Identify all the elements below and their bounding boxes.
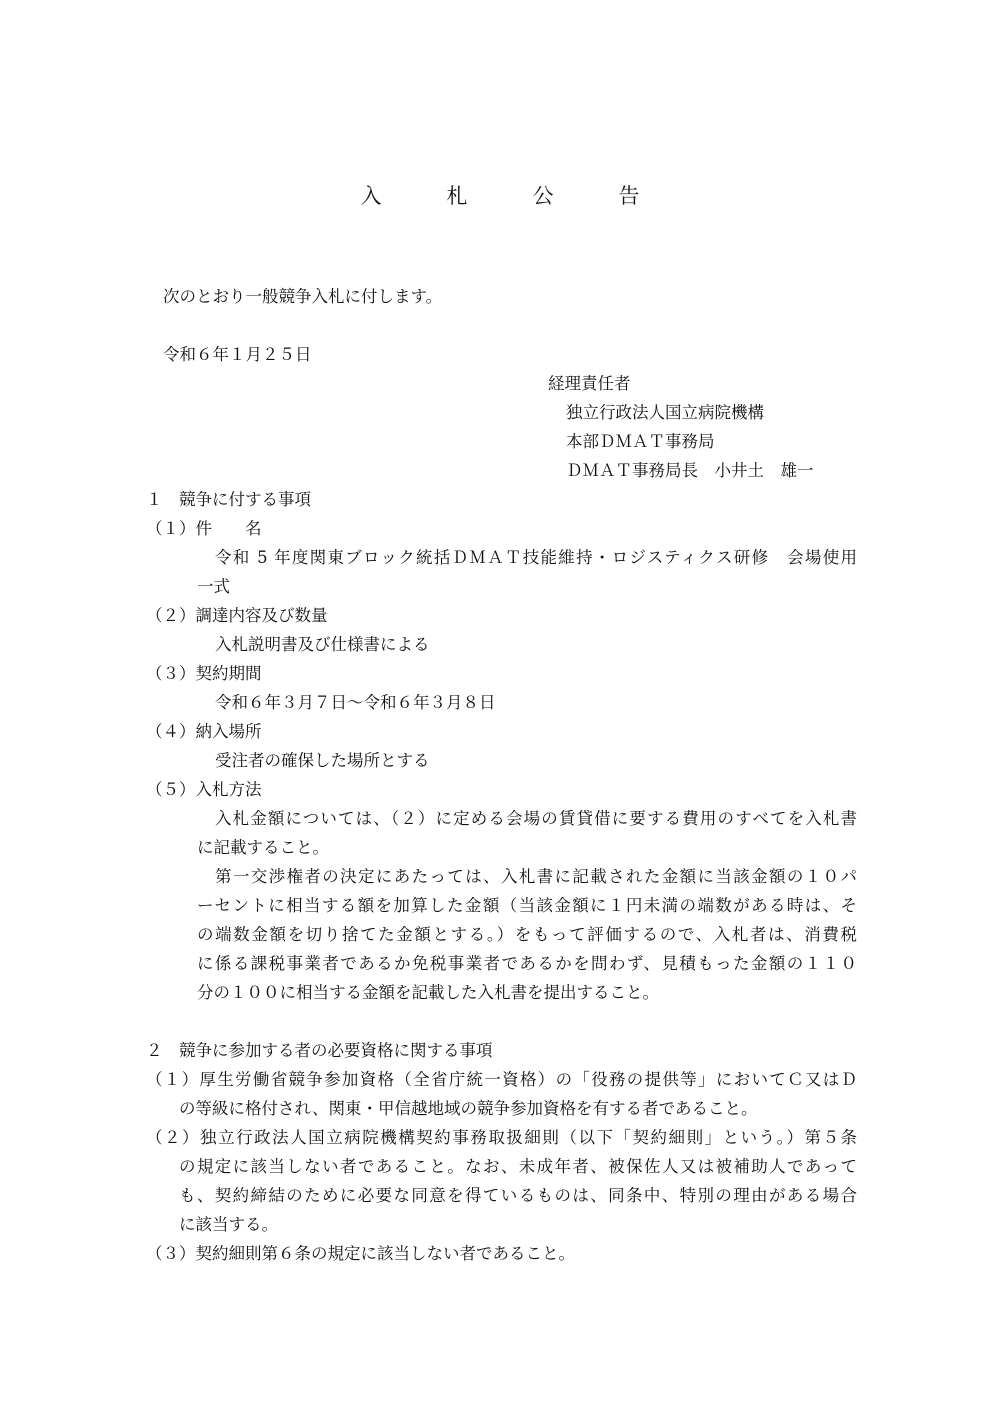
item2-label: （２）調達内容及び数量	[146, 606, 328, 625]
item4-text: 受注者の確保した場所とする	[215, 751, 430, 770]
issuer-dept: 本部ＤＭＡＴ事務局	[566, 432, 715, 451]
section2-heading: ２ 競争に参加する者の必要資格に関する事項	[146, 1041, 493, 1060]
item5-label: （５）入札方法	[146, 780, 262, 799]
page-title: 入 札 公 告	[360, 184, 662, 208]
s2-item1-line2: の等級に格付され、関東・甲信越地域の競争参加資格を有する者であること。	[179, 1099, 758, 1118]
issuer-name: ＤＭＡＴ事務局長 小井土 雄一	[566, 461, 814, 480]
item1-line2: 一式	[197, 577, 230, 596]
s2-item3-line1: （３）契約細則第６条の規定に該当しない者であること。	[146, 1244, 575, 1263]
s2-item2-line3: も、契約締結のために必要な同意を得ているものは、同条中、特別の理由がある場合	[179, 1186, 858, 1205]
s2-item2-line4: に該当する。	[179, 1215, 278, 1234]
notice-date: 令和６年１月２５日	[163, 345, 312, 364]
issuer-org: 独立行政法人国立病院機構	[566, 403, 764, 422]
item5-para1-line1: 入札金額については、（２）に定める会場の賃貸借に要する費用のすべてを入札書	[215, 809, 857, 828]
item1-label: （１）件 名	[146, 519, 262, 538]
item4-label: （４）納入場所	[146, 722, 262, 741]
s2-item2-line2: の規定に該当しない者であること。なお、未成年者、被保佐人又は被補助人であって	[179, 1157, 857, 1176]
item3-text: 令和６年３月７日～令和６年３月８日	[215, 693, 496, 712]
section1-heading: １ 競争に付する事項	[146, 490, 311, 509]
item5-para2-line1: 第一交渉権者の決定にあたっては、入札書に記載された金額に当該金額の１０パ	[215, 867, 857, 886]
item2-text: 入札説明書及び仕様書による	[215, 635, 430, 654]
item5-para2-line3: の端数金額を切り捨てた金額とする。）をもって評価するので、入札者は、消費税	[197, 925, 857, 944]
item5-para1-line2: に記載すること。	[197, 838, 329, 857]
item3-label: （３）契約期間	[146, 664, 262, 683]
s2-item1-line1: （１）厚生労働省競争参加資格（全省庁統一資格）の「役務の提供等」においてＣ又はＤ	[146, 1070, 857, 1089]
item5-para2-line2: ーセントに相当する額を加算した金額（当該金額に１円未満の端数がある時は、そ	[197, 896, 857, 915]
intro-text: 次のとおり一般競争入札に付します。	[163, 287, 443, 306]
issuer-role: 経理責任者	[548, 374, 631, 393]
s2-item2-line1: （２）独立行政法人国立病院機構契約事務取扱細則（以下「契約細則」という。）第５条	[146, 1128, 857, 1147]
item5-para2-line5: 分の１００に相当する金額を記載した入札書を提出すること。	[197, 983, 659, 1002]
item5-para2-line4: に係る課税事業者であるか免税事業者であるかを問わず、見積もった金額の１１０	[197, 954, 857, 973]
item1-line1: 令和 5 年度関東ブロック統括ＤＭＡＴ技能維持・ロジスティクス研修 会場使用	[215, 548, 857, 567]
